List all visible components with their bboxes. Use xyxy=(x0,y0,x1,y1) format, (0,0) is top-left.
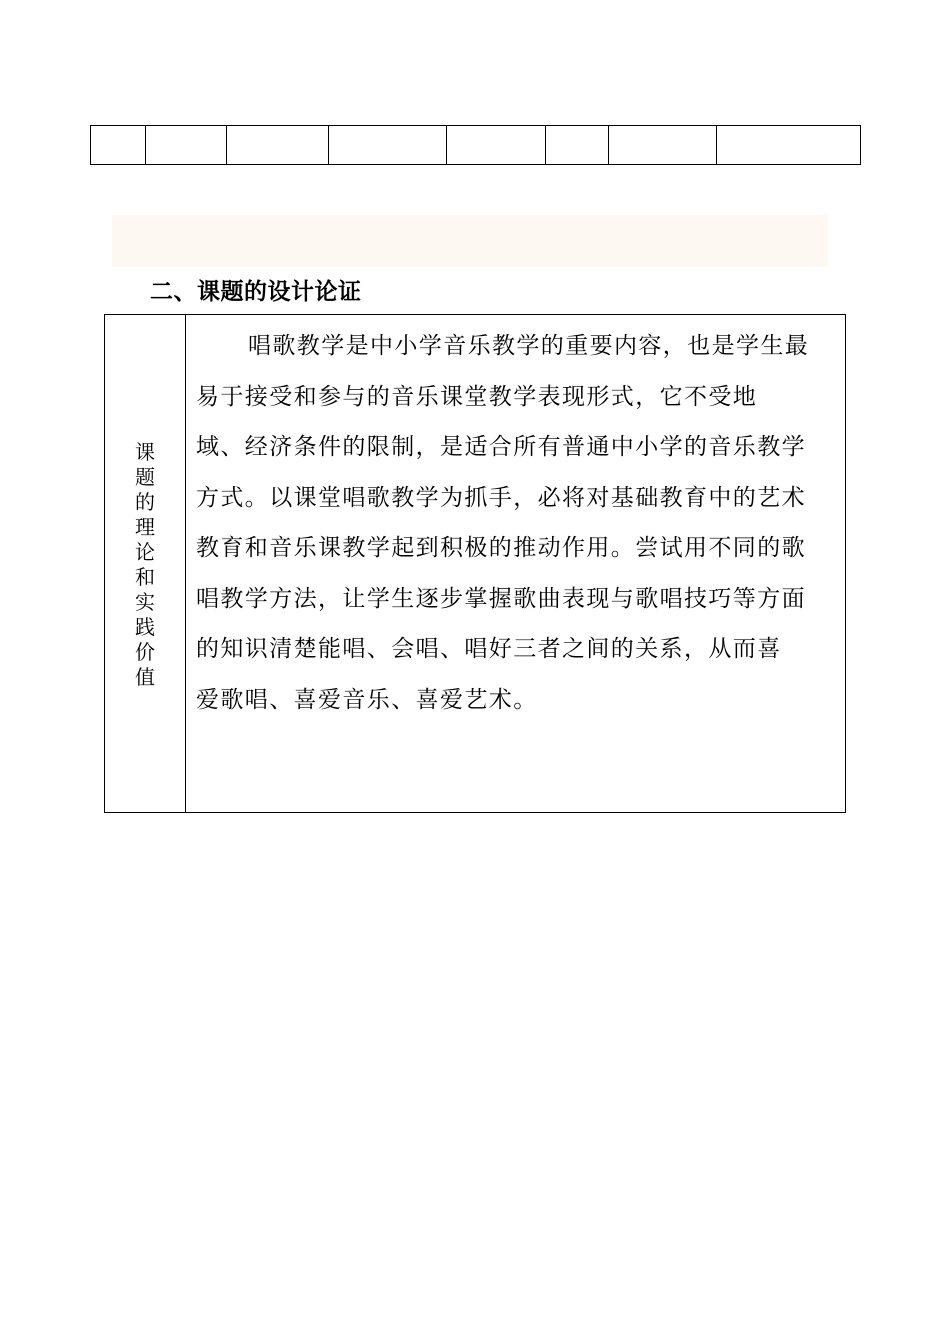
table-cell xyxy=(546,126,609,164)
row-label-char: 实 xyxy=(135,590,155,614)
table-cell xyxy=(146,126,227,164)
table-cell xyxy=(227,126,330,164)
section-heading: 二、课题的设计论证 xyxy=(150,279,362,305)
paragraph-line: 教育和音乐课教学起到积极的推动作用。尝试用不同的歌 xyxy=(196,535,806,561)
row-label-char: 值 xyxy=(135,665,155,689)
row-label-char: 和 xyxy=(135,565,155,589)
table-cell xyxy=(447,126,546,164)
paragraph-line: 唱歌教学是中小学音乐教学的重要内容，也是学生最 xyxy=(248,333,810,359)
row-label-char: 题 xyxy=(135,465,155,489)
paragraph-line: 域、经济条件的限制，是适合所有普通中小学的音乐教学 xyxy=(196,434,806,460)
row-label-cell xyxy=(105,315,186,812)
paragraph-line: 易于接受和参与的音乐课堂教学表现形式，它不受地 xyxy=(196,383,758,410)
table-cell xyxy=(329,126,447,164)
row-label xyxy=(105,440,185,690)
content-cell xyxy=(186,315,845,812)
row-label-char: 课 xyxy=(135,440,155,464)
row-label-char: 的 xyxy=(135,490,155,514)
table-cell xyxy=(717,126,860,164)
row-label-char: 践 xyxy=(135,615,155,639)
shaded-band xyxy=(112,215,828,267)
row-label-char: 论 xyxy=(135,540,155,564)
top-empty-table xyxy=(90,125,861,165)
paragraph-line: 方式。以课堂唱歌教学为抓手，必将对基础教育中的艺术 xyxy=(196,484,806,511)
table-cell xyxy=(91,126,146,164)
table-cell xyxy=(609,126,718,164)
paragraph-line: 的知识清楚能唱、会唱、唱好三者之间的关系，从而喜 xyxy=(196,636,782,662)
paragraph-line: 爱歌唱、喜爱音乐、喜爱艺术。 xyxy=(196,686,538,713)
row-label-char: 理 xyxy=(135,515,155,539)
body-paragraph xyxy=(196,321,841,725)
row-label-char: 价 xyxy=(135,640,155,664)
paragraph-line: 唱教学方法，让学生逐步掌握歌曲表现与歌唱技巧等方面 xyxy=(196,585,806,612)
design-argument-table xyxy=(104,314,846,813)
